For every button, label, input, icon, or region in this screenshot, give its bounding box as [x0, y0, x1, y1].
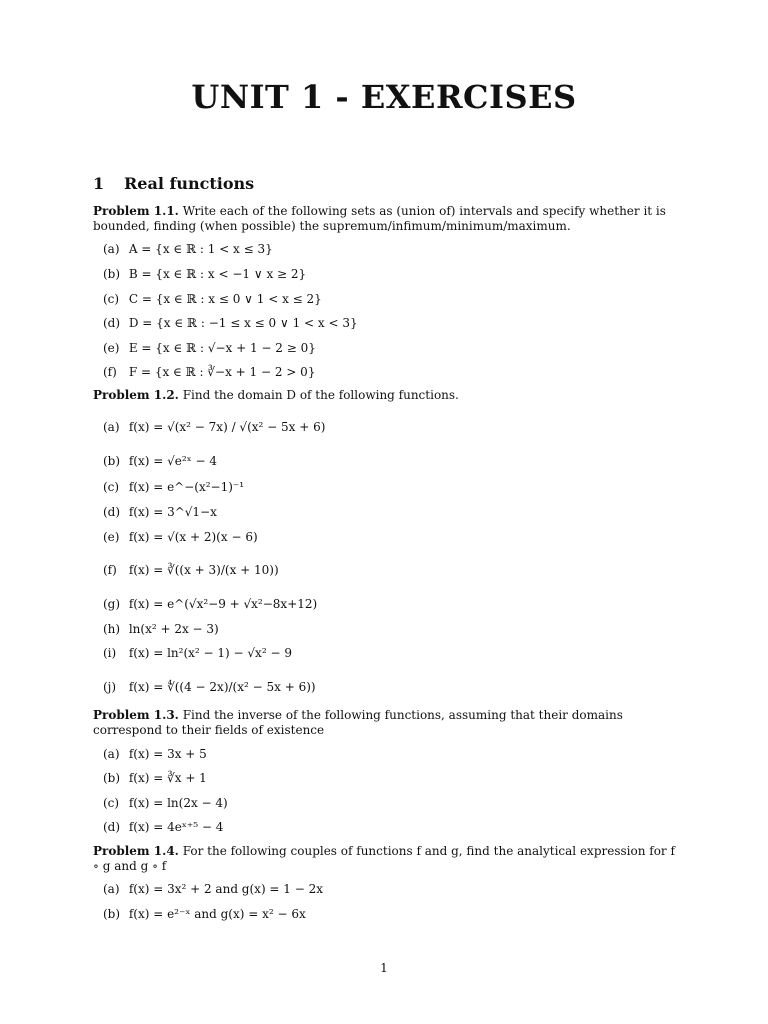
item-expression: f(x) = √e²ˣ − 4: [128, 454, 218, 468]
problem-label: Problem 1.2.: [93, 388, 179, 402]
list-item: [103, 292, 322, 306]
item-expression: B = {x ∈ ℝ : x < −1 ∨ x ≥ 2}: [128, 267, 307, 281]
item-label: (g): [103, 597, 121, 611]
item-expression: f(x) = e^−(x²−1)⁻¹: [128, 480, 245, 494]
item-label: (b): [103, 907, 121, 921]
item-label: (b): [103, 454, 121, 468]
item-label: (h): [103, 622, 121, 636]
list-item: [103, 505, 217, 519]
item-label: (e): [103, 341, 120, 355]
section-title: Real functions: [124, 174, 255, 193]
list-item: [103, 267, 306, 281]
problem-label: Problem 1.4.: [93, 844, 179, 858]
list-item: [103, 597, 317, 611]
problem-1-3: [93, 708, 675, 738]
item-label: (d): [103, 505, 121, 519]
item-expression: f(x) = ln²(x² − 1) − √x² − 9: [128, 646, 292, 660]
item-expression: f(x) = 3^√1−x: [128, 505, 217, 519]
list-item: [103, 480, 244, 494]
item-expression: f(x) = √(x² − 7x) / √(x² − 5x + 6): [128, 420, 326, 434]
section-heading: [93, 174, 254, 193]
list-item: [103, 530, 258, 544]
item-expression: f(x) = 4eˣ⁺⁵ − 4: [128, 820, 224, 834]
item-expression: F = {x ∈ ℝ : ∛−x + 1 − 2 > 0}: [128, 365, 316, 379]
list-item: [103, 747, 207, 761]
list-item: [103, 796, 228, 810]
problem-text: For the following couples of functions f and g, find the analytical expression for f ∘ g and g ∘ f: [93, 844, 675, 873]
problem-1-1: [93, 204, 675, 234]
item-label: (a): [103, 747, 120, 761]
list-item: [103, 316, 358, 330]
problem-text: Find the domain D of the following functions.: [182, 388, 459, 402]
item-label: (c): [103, 480, 120, 494]
item-expression: C = {x ∈ ℝ : x ≤ 0 ∨ 1 < x ≤ 2}: [128, 292, 322, 306]
item-expression: f(x) = 3x² + 2 and g(x) = 1 − 2x: [128, 882, 324, 896]
item-expression: f(x) = ln(2x − 4): [128, 796, 228, 810]
list-item: [103, 454, 217, 468]
item-label: (a): [103, 420, 120, 434]
section-number: 1: [93, 174, 105, 193]
item-expression: A = {x ∈ ℝ : 1 < x ≤ 3}: [128, 242, 273, 256]
list-item: [103, 680, 316, 694]
problem-1-4: [93, 844, 675, 874]
list-item: [103, 646, 292, 660]
list-item: [103, 907, 306, 921]
item-label: (b): [103, 771, 121, 785]
problem-label: Problem 1.3.: [93, 708, 179, 722]
item-expression: f(x) = ∛x + 1: [128, 771, 207, 785]
list-item: [103, 242, 273, 256]
list-item: [103, 820, 223, 834]
item-label: (j): [103, 680, 117, 694]
item-label: (c): [103, 796, 120, 810]
page-title: UNIT 1 - EXERCISES: [191, 78, 577, 116]
item-expression: f(x) = e²⁻ˣ and g(x) = x² − 6x: [128, 907, 306, 921]
problem-text: Find the inverse of the following functions, assuming that their domains correspond to their fields of existence: [93, 708, 623, 737]
item-label: (i): [103, 646, 117, 660]
list-item: [103, 365, 315, 379]
problem-label: Problem 1.1.: [93, 204, 179, 218]
page-number: 1: [380, 961, 388, 975]
list-item: [103, 622, 219, 636]
list-item: [103, 341, 316, 355]
item-label: (e): [103, 530, 120, 544]
item-expression: f(x) = 3x + 5: [128, 747, 207, 761]
item-label: (b): [103, 267, 121, 281]
item-expression: E = {x ∈ ℝ : √−x + 1 − 2 ≥ 0}: [128, 341, 316, 355]
item-label: (d): [103, 316, 121, 330]
item-label: (c): [103, 292, 120, 306]
problem-text: Write each of the following sets as (union of) intervals and specify whether it is bounded, finding (when possible) the supremum/infimum/minimum/maximum.: [93, 204, 666, 233]
list-item: [103, 563, 279, 577]
item-label: (a): [103, 242, 120, 256]
item-expression: f(x) = √(x + 2)(x − 6): [128, 530, 258, 544]
item-expression: ln(x² + 2x − 3): [128, 622, 219, 636]
item-expression: f(x) = ∜((4 − 2x)/(x² − 5x + 6)): [128, 680, 316, 694]
list-item: [103, 420, 325, 434]
item-expression: f(x) = ∛((x + 3)/(x + 10)): [128, 563, 279, 577]
list-item: [103, 771, 207, 785]
item-label: (f): [103, 365, 117, 379]
item-label: (f): [103, 563, 117, 577]
item-expression: D = {x ∈ ℝ : −1 ≤ x ≤ 0 ∨ 1 < x < 3}: [128, 316, 358, 330]
list-item: [103, 882, 323, 896]
problem-1-2: [93, 388, 675, 403]
item-label: (a): [103, 882, 120, 896]
item-expression: f(x) = e^(√x²−9 + √x²−8x+12): [128, 597, 318, 611]
item-label: (d): [103, 820, 121, 834]
